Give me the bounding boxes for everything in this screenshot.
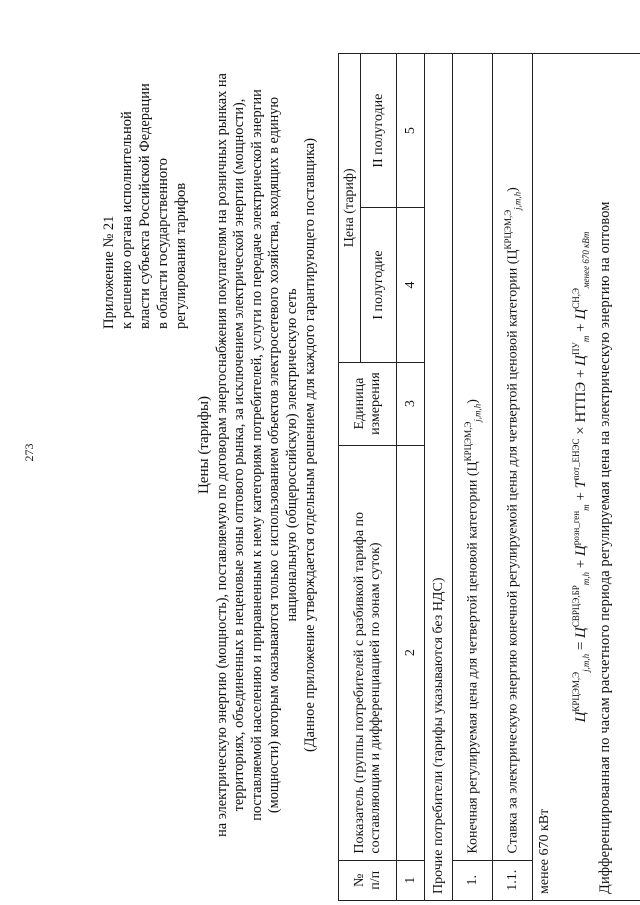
formula-t2-sub: m <box>581 504 591 511</box>
appendix-line-3: власти субъекта Российской Федерации <box>137 83 153 329</box>
less-670-label: менее 670 кВт <box>537 808 552 894</box>
header-half-1: I полугодие <box>361 208 397 362</box>
subtitle-line-2: территориях, объединенных в неценовые зоны оптового рынка, за исключением электрической энергии (мощности), <box>231 98 248 812</box>
formula-t4-sup: ПУ <box>571 342 581 355</box>
tariff-table <box>338 53 640 901</box>
formula-t3-mid: НТПЭ <box>573 381 589 423</box>
header-half-2: II полугодие <box>361 54 397 208</box>
formula-lhs: Ц <box>573 711 589 723</box>
page-number: 273 <box>22 443 36 462</box>
row-1-label: Конечная регулируемая цена для четвертой ценовой категории (Ц <box>465 461 481 854</box>
price-formula: $Ц^{КРЦЭМ,Э}_{j,m,h} = Ц^{СВРЦЭ,БР}_{m,h} + Ц^{розн\_ген}_m + T^{пот\_ЕНЭС}$ × НТПЭ + $Ц^{ПУ}_m + Ц^{СН,Э}_{менее 670 кВт}$ <box>571 231 591 723</box>
less-670-cell <box>533 54 640 901</box>
formula-lhs-sub: j,m,h <box>581 653 591 672</box>
header-indicator: Показатель (группы потребителей с разбивкой тарифа по составляющим и дифференциацией по зонам суток) <box>339 445 397 860</box>
formula-t5-sup: СН,Э <box>571 288 581 309</box>
header-unit: Единица измерения <box>339 362 397 445</box>
appendix-line-4: в области государственного <box>155 158 171 329</box>
subtitle-line-5: национальную (общероссийскую) электрическую сеть <box>283 288 300 622</box>
formula-t5: Ц <box>573 308 589 320</box>
row-11-num: 1.1. <box>493 860 533 900</box>
row-1-sub: j,m,h <box>472 403 483 422</box>
formula-t1: Ц <box>573 627 589 638</box>
formula-t3-sup: пот_ЕНЭС <box>571 438 581 481</box>
formula-t4-sub: m <box>581 335 591 343</box>
formula-lhs-sup: КРЦЭМ,Э <box>571 671 581 712</box>
document-subtitle <box>214 45 301 865</box>
appendix-line-2: к решению органа исполнительной <box>119 111 135 329</box>
formula-t2: Ц <box>573 545 589 556</box>
appendix-line-5: регулирования тарифов <box>173 182 189 329</box>
col-number-5: 5 <box>397 54 425 208</box>
row-11-sub: j,m,h <box>512 191 523 210</box>
formula-t2-sup: розн_ген <box>571 510 581 546</box>
col-number-2: 2 <box>397 445 425 860</box>
appendix-line-1: Приложение № 21 <box>101 215 117 329</box>
subtitle-line-3: поставляемой населению и приравненным к нему категориям потребителей, услуги по передаче электрической энергии <box>248 89 265 821</box>
row-11-text: Ставка за электрическую энергию конечной регулируемой цены для четвертой ценовой категории $(Ц^{КРЦЭМ,Э}_{j,m,h})$ <box>493 54 533 861</box>
col-number-1: 1 <box>397 860 425 900</box>
row-11-label: Ставка за электрическую энергию конечной регулируемой цены для четвертой ценовой категории (Ц <box>505 249 521 854</box>
diff-price-text: Дифференцированная по часам расчетного периода регулируемая цена на электрическую энергию на оптовом <box>597 201 613 894</box>
formula-t5-sub: менее 670 кВт <box>581 231 591 289</box>
col-number-3: 3 <box>397 362 425 445</box>
row-1-text: Конечная регулируемая цена для четвертой ценовой категории $(Ц^{КРЦЭМ,Э}_{j,m,h})$ <box>453 54 493 861</box>
document-title: Цены (тарифы) <box>196 395 212 495</box>
formula-t1-sub: m,h <box>581 571 591 586</box>
row-11-sup: КРЦЭМ,Э <box>502 209 513 250</box>
header-num: № п/п <box>339 860 397 900</box>
formula-t1-sup: СВРЦЭ,БР <box>571 585 581 628</box>
appendix-header <box>100 29 190 329</box>
subtitle-line-4: (мощности) которым оказываются только с использованием объектов электросетевого хозяйства, входящих в единую <box>266 96 283 814</box>
formula-t4: Ц <box>573 354 589 366</box>
row-1-sup: КРЦЭМ,Э <box>462 421 473 462</box>
col-number-4: 4 <box>397 208 425 362</box>
header-price: Цена (тариф) <box>339 54 361 363</box>
row-1-num: 1. <box>453 860 493 900</box>
formula-t3: T <box>573 480 589 489</box>
approval-note: (Данное приложение утверждается отдельным решением для каждого гарантирующего поставщика) <box>302 138 318 752</box>
subtitle-line-1: на электрическую энергию (мощность), поставляемую по договорам энергоснабжения покупателям на розничных рынках на <box>214 73 230 837</box>
other-consumers-row: Прочие потребители (тарифы указываются без НДС) <box>425 54 453 901</box>
